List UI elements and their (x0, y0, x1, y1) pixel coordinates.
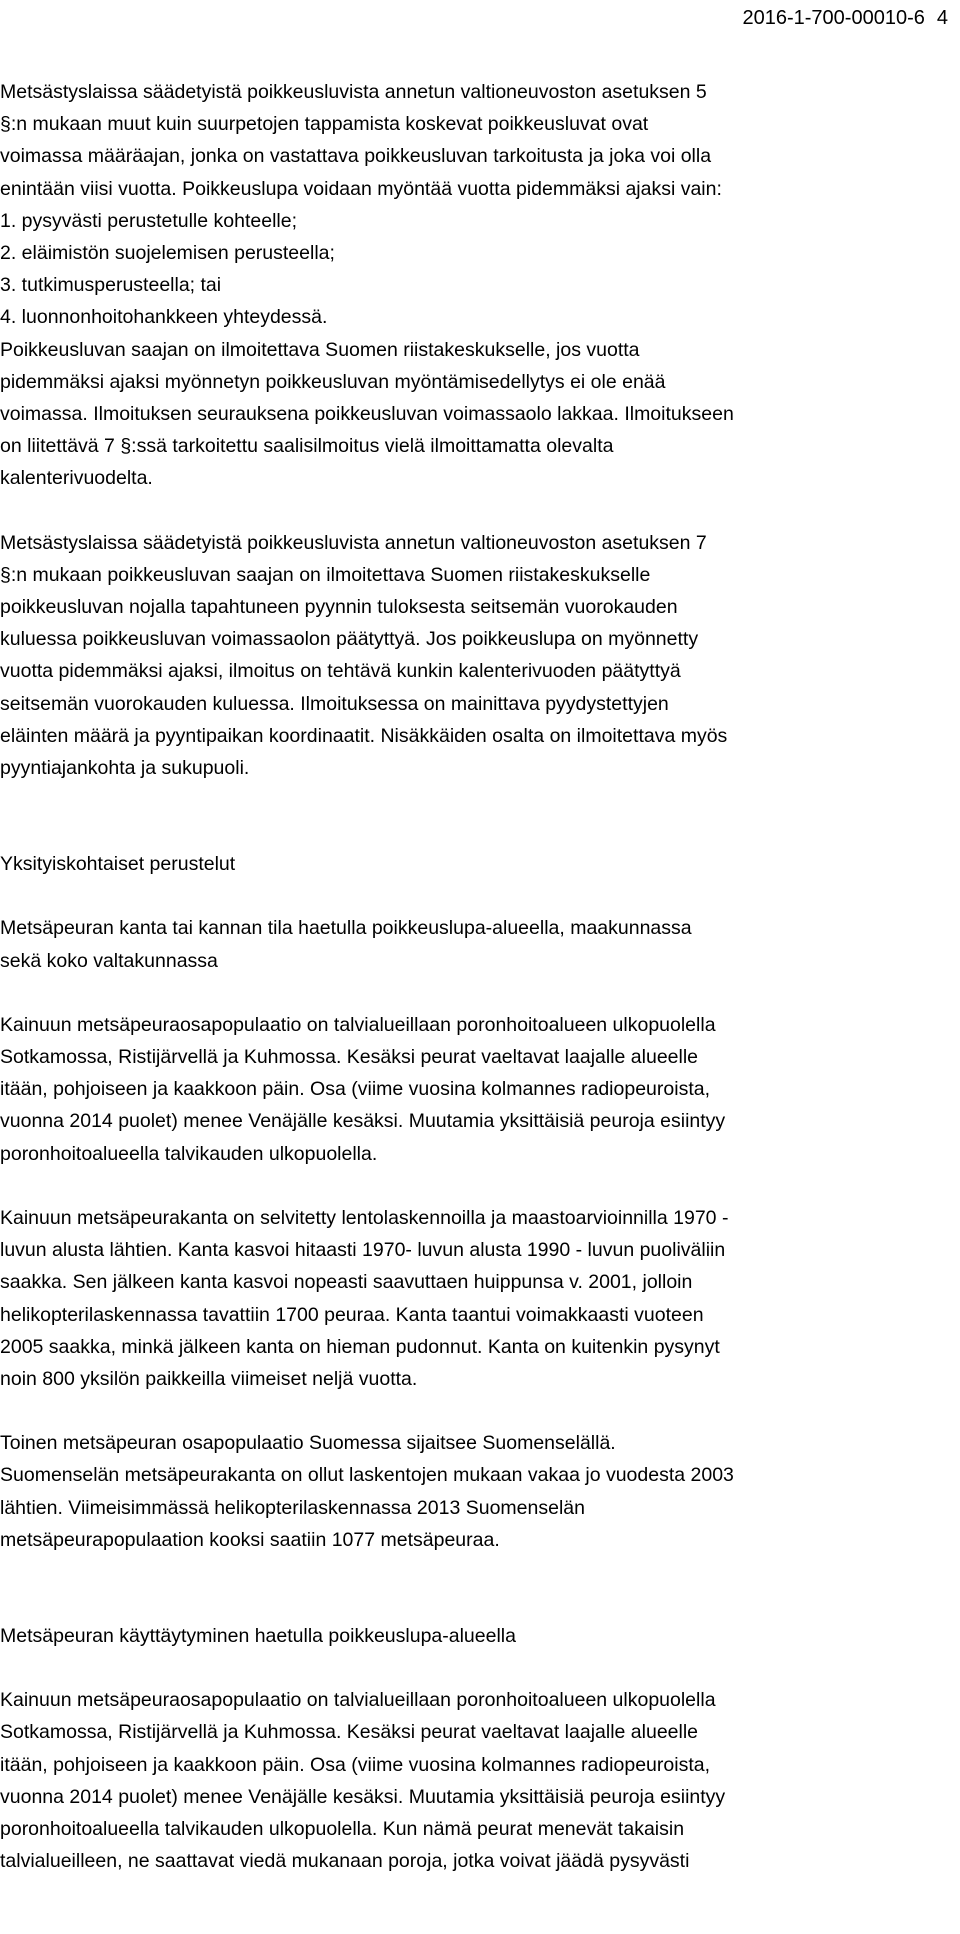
page-number: 4 (936, 7, 948, 29)
document-id: 2016-1-700-00010-6 (742, 7, 925, 29)
subheading-deer-behavior: Metsäpeuran käyttäytyminen haetulla poikkeuslupa-alueella (0, 1624, 516, 1647)
subheading-population-status: Metsäpeuran kanta tai kannan tila haetulla poikkeuslupa-alueella, maakunnassa sekä koko valtakunnassa (0, 917, 692, 972)
paragraph-population-history: Kainuun metsäpeurakanta on selvitetty lentolaskennoilla ja maastoarvioinnilla 1970 - luvun alusta lähtien. Kanta kasvoi hitaasti 1970- luvun alusta 1990 - luvun puoliväliin saakka. Sen jälkeen kanta kasvoi nopeasti saavuttaen huippunsa v. 2001, jolloin helikopterilaskennassa tavattiin 1700 peuraa. Kanta taantui voimakkaasti vuoteen 2005 saakka, minkä jälkeen kanta on hieman pudonnut. Kanta on kuitenkin pysynyt noin 800 yksilön paikkeilla viimeiset neljä vuotta. (0, 1206, 729, 1390)
paragraph-reporting-obligation: Metsästyslaissa säädetyistä poikkeusluvista annetun valtioneuvoston asetuksen 7 §:n mukaan poikkeusluvan saajan on ilmoitettava Suomen riistakeskukselle poikkeusluvan nojalla tapahtuneen pyynnin tuloksesta seitsemän vuorokauden kuluessa poikkeusluvan voimassaolon päätyttyä. Jos poikkeuslupa on myönnetty vuotta pidemmäksi ajaksi, ilmoitus on tehtävä kunkin kalenterivuoden päätyttyä seitsemän vuorokauden kuluessa. Ilmoituksessa on mainittava pyydystettyjen eläinten määrä ja pyyntipaikan koordinaatit. Nisäkkäiden osalta on ilmoitettava myös pyyntiajankohta ja sukupuoli. (0, 531, 728, 780)
document-body (0, 76, 952, 1877)
paragraph-suomenselka-population: Toinen metsäpeuran osapopulaatio Suomessa sijaitsee Suomenselällä. Suomenselän metsäpeurakanta on ollut laskentojen mukaan vakaa jo vuodesta 2003 lähtien. Viimeisimmässä helikopterilaskennassa 2013 Suomenselän metsäpeurapopulaation kooksi saatiin 1077 metsäpeuraa. (0, 1432, 734, 1551)
paragraph-validity-rules: Metsästyslaissa säädetyistä poikkeusluvista annetun valtioneuvoston asetuksen 5 §:n mukaan muut kuin suurpetojen tappamista koskevat poikkeusluvat ovat voimassa määräajan, jonka on vastattava poikkeusluvan tarkoitusta ja joka voi olla enintään viisi vuotta. Poikkeuslupa voidaan myöntää vuotta pidemmäksi ajaksi vain: 1. pysyvästi perustetulle kohteelle; 2. eläimistön suojelemisen perusteella; 3. tutkimusperusteella; tai 4. luonnonhoitohankkeen yhteydessä. Poikkeusluvan saajan on ilmoitettava Suomen riistakeskukselle, jos vuotta pidemmäksi ajaksi myönnetyn poikkeusluvan myöntämisedellytys ei ole enää voimassa. Ilmoituksen seurauksena poikkeusluvan voimassaolo lakkaa. Ilmoitukseen on liitettävä 7 §:ssä tarkoitettu saalisilmoitus vielä ilmoittamatta olevalta kalenterivuodelta. (0, 81, 734, 490)
paragraph-kainuu-population: Kainuun metsäpeuraosapopulaatio on talvialueillaan poronhoitoalueen ulkopuolella Sotkamossa, Ristijärvellä ja Kuhmossa. Kesäksi peurat vaeltavat laajalle alueelle itään, pohjoiseen ja kaakkoon päin. Osa (viime vuosina kolmannes radiopeuroista, vuonna 2014 puolet) menee Venäjälle kesäksi. Muutamia yksittäisiä peuroja esiintyy poronhoitoalueella talvikauden ulkopuolella. (0, 1013, 726, 1165)
section-heading-specific-grounds: Yksityiskohtaiset perustelut (0, 853, 236, 876)
page-header (743, 6, 949, 30)
paragraph-behavior-description: Kainuun metsäpeuraosapopulaatio on talvialueillaan poronhoitoalueen ulkopuolella Sotkamossa, Ristijärvellä ja Kuhmossa. Kesäksi peurat vaeltavat laajalle alueelle itään, pohjoiseen ja kaakkoon päin. Osa (viime vuosina kolmannes radiopeuroista, vuonna 2014 puolet) menee Venäjälle kesäksi. Muutamia yksittäisiä peuroja esiintyy poronhoitoalueella talvikauden ulkopuolella. Kun nämä peurat menevät takaisin talvialueilleen, ne saattavat viedä mukanaan poroja, jotka voivat jäädä pysyvästi (0, 1689, 726, 1873)
